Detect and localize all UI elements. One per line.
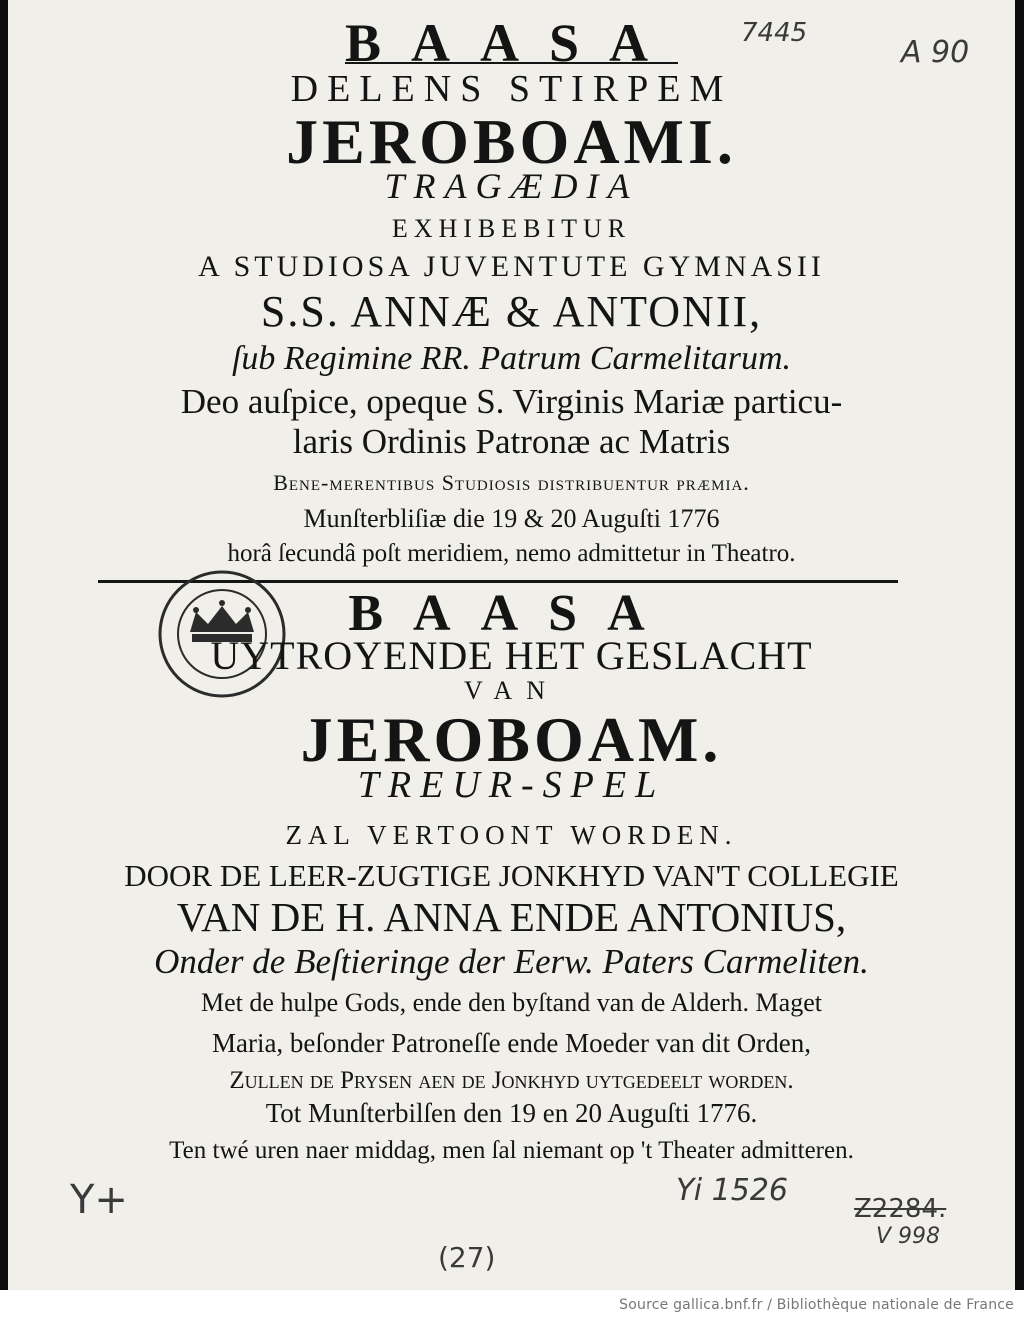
dutch-subtitle-1: UYTROYENDE HET GESLACHT [210,633,813,678]
latin-title: BAASA [344,13,679,73]
latin-deo-line-1: Deo auſpice, opeque S. Virginis Mariæ particu- [180,382,843,421]
handwritten-letter-top: A 90 [901,35,970,70]
dutch-school: VAN DE H. ANNA ENDE ANTONIUS, [176,894,847,940]
source-credit: Source gallica.bnf.fr / Bibliothèque nationale de France [619,1297,1014,1313]
latin-by: A STUDIOSA JUVENTUTE GYMNASII [198,250,825,283]
dutch-title: BAASA [348,585,675,642]
dutch-van: VAN [464,676,559,705]
latin-genre: TRAGÆDIA [384,166,639,206]
dutch-hour: Ten twé uren naer middag, men ſal niemant op 't Theater admitteren. [169,1137,854,1164]
latin-regimine: ſub Regimine RR. Patrum Carmelitarum. [231,340,792,377]
latin-hour: horâ ſecundâ poſt meridiem, nemo admittetur in Theatro. [227,540,796,567]
latin-subtitle-2: JEROBOAMI. [286,106,737,177]
latin-praemia: Bene-merentibus Studiosis distribuentur præmia. [273,470,750,495]
latin-deo-line-2: laris Ordinis Patronæ ac Matris [292,422,731,461]
dutch-genre: TREUR-SPEL [357,764,666,806]
latin-school: S.S. ANNÆ & ANTONII, [260,287,763,336]
handwritten-shelfmark: Yi 1526 [676,1173,789,1208]
latin-exhibebitur: EXHIBEBITUR [391,214,632,243]
dutch-hulpe-line-2: Maria, beſonder Patroneſſe ende Moeder van dit Orden, [211,1028,812,1058]
dutch-date: Tot Munſterbilſen den 19 en 20 Auguſti 1776. [265,1098,758,1128]
latin-subtitle-1: DELENS STIRPEM [290,68,733,110]
latin-date: Munſterbliſiæ die 19 & 20 Auguſti 1776 [303,504,720,533]
dutch-vertoont: ZAL VERTOONT WORDEN. [285,820,738,850]
dutch-hulpe-line-1: Met de hulpe Gods, ende den byſtand van de Alderh. Maget [201,988,822,1017]
scanned-page [8,0,1015,1290]
handwritten-mark-bottom-left: Y+ [70,1177,128,1223]
dutch-subtitle-2: JEROBOAM. [300,704,723,775]
dutch-prysen: Zullen de Prysen aen de Jonkhyd uytgedeelt worden. [229,1067,794,1094]
footer-bar [0,1290,1024,1321]
handwritten-call-number-1: Z2284. [854,1194,947,1224]
dutch-by: DOOR DE LEER-ZUGTIGE JONKHYD VAN'T COLLEGIE [124,858,899,893]
page-number: (27) [438,1241,496,1274]
handwritten-number-top: 7445 [741,18,808,48]
dutch-bestiering: Onder de Beſtieringe der Eerw. Paters Carmeliten. [154,942,869,981]
handwritten-call-number-2: V 998 [876,1224,941,1249]
